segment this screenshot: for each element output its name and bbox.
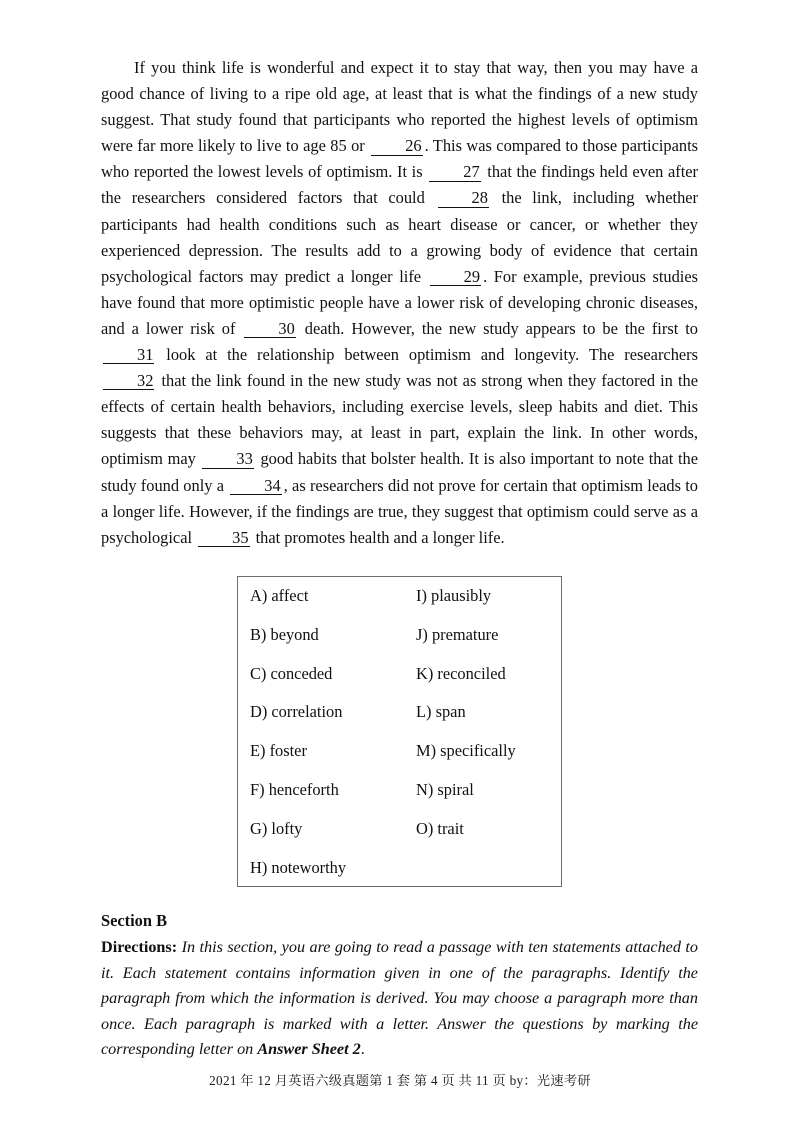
option-word-o: trait	[437, 818, 464, 838]
option-word-f: henceforth	[268, 779, 339, 799]
word-bank-right-column	[416, 588, 516, 860]
option-letter-o: O)	[416, 818, 434, 838]
section-b-container	[101, 908, 698, 1063]
word-bank-option-j[interactable]	[416, 624, 516, 666]
option-letter-e: E)	[250, 741, 266, 761]
passage-text-9: good habits that bolster health. It is also important to note that the study found only a	[101, 449, 698, 495]
blank-31[interactable]: 31	[103, 346, 154, 364]
option-letter-n: N)	[416, 779, 434, 799]
word-bank-option-g[interactable]	[250, 818, 346, 860]
blank-28[interactable]: 28	[438, 189, 489, 207]
blank-34[interactable]: 34	[230, 477, 281, 495]
option-letter-j: J)	[416, 624, 428, 644]
option-word-n: spiral	[437, 779, 474, 799]
word-bank-option-i[interactable]	[416, 588, 516, 627]
passage-text-4: the link, including whether participants had health conditions such as heart disease or cancer, or whether they experienced depression. The results add to a growing body of evidence that certain psychological factors may predict a longer life	[101, 188, 698, 286]
option-letter-b: B)	[250, 624, 267, 644]
directions-end-period: .	[360, 1040, 365, 1059]
option-letter-m: M)	[416, 741, 437, 761]
option-letter-l: L)	[416, 702, 432, 722]
directions-label: Directions:	[101, 938, 178, 956]
word-bank-option-o[interactable]	[416, 818, 516, 860]
option-word-b: beyond	[270, 624, 319, 644]
blank-35[interactable]: 35	[198, 529, 249, 547]
option-word-k: reconciled	[437, 663, 506, 683]
word-bank-option-h[interactable]	[250, 857, 347, 899]
word-bank-option-m[interactable]	[416, 743, 516, 782]
option-word-j: premature	[431, 624, 499, 644]
blank-33[interactable]: 33	[202, 450, 253, 468]
word-bank-box	[237, 576, 562, 887]
page-footer: 2021 年 12 月英语六级真题第 1 套 第 4 页 共 11 页 by：光速考研	[209, 1073, 591, 1088]
word-bank-left-column	[250, 588, 346, 898]
word-bank-option-f[interactable]	[250, 779, 346, 821]
option-word-e: foster	[269, 741, 307, 761]
passage-text-3: that the findings held even after the researchers considered factors that could	[101, 162, 698, 208]
word-bank-option-l[interactable]	[416, 704, 516, 743]
option-word-c: conceded	[270, 663, 333, 683]
option-letter-g: G)	[250, 818, 268, 838]
word-bank-option-d[interactable]	[250, 704, 346, 743]
passage-text-5: . For example, previous studies have found that more optimistic people have a lower risk of developing chronic diseases, and a lower risk of	[101, 266, 698, 338]
section-b-title: Section B	[101, 911, 168, 930]
option-letter-a: A)	[250, 586, 268, 605]
blank-30[interactable]: 30	[244, 320, 295, 338]
option-word-d: correlation	[271, 702, 343, 722]
word-bank-option-e[interactable]	[250, 743, 346, 782]
option-letter-c: C)	[250, 663, 267, 683]
option-word-m: specifically	[440, 741, 516, 761]
word-bank-option-b[interactable]	[250, 624, 346, 666]
passage-text-6: death. However, the new study appears to be the first to	[297, 318, 698, 338]
option-letter-k: K)	[416, 663, 434, 683]
option-word-g: lofty	[271, 818, 303, 838]
blank-27[interactable]: 27	[429, 163, 480, 181]
word-bank-option-a[interactable]	[250, 588, 346, 627]
passage-text-11: that promotes health and a longer life.	[251, 527, 505, 547]
passage-container	[101, 55, 698, 551]
option-word-i: plausibly	[431, 586, 492, 605]
option-word-l: span	[435, 702, 466, 722]
passage-text-1: If you think life is wonderful and expect it to stay that way, then you may have a good chance of living to a ripe old age, at least that is what the findings of a new study suggest. That study found that participants who reported the highest levels of optimism were far more likely to live to age 85 or	[101, 58, 698, 156]
blank-26[interactable]: 26	[371, 137, 422, 155]
blank-29[interactable]: 29	[430, 268, 481, 286]
section-b-directions	[101, 935, 698, 1063]
answer-sheet-reference: Answer Sheet 2	[257, 1040, 361, 1059]
option-word-h: noteworthy	[271, 857, 347, 877]
cloze-passage	[101, 55, 698, 551]
word-bank-container	[237, 576, 562, 887]
option-letter-f: F)	[250, 779, 265, 799]
passage-text-10: , as researchers did not prove for certain that optimism leads to a longer life. However, if the findings are true, they suggest that optimism could serve as a psychological	[101, 475, 698, 547]
passage-text-7: look at the relationship between optimism and longevity. The researchers	[156, 345, 698, 365]
directions-body: In this section, you are going to read a passage with ten statements attached to it. Each statement contains information given in one of the paragraphs. Identify the paragraph from which the information is derived. You may choose a paragraph more than once. Each paragraph is marked with a letter. Answer the questions by marking the corresponding letter on	[101, 938, 698, 1059]
word-bank-option-c[interactable]	[250, 663, 346, 705]
word-bank-option-k[interactable]	[416, 663, 516, 705]
option-letter-h: H)	[250, 857, 268, 877]
blank-32[interactable]: 32	[103, 372, 154, 390]
option-letter-i: I)	[416, 586, 427, 605]
option-letter-d: D)	[250, 702, 268, 722]
passage-text-8: that the link found in the new study was not as strong when they factored in the effects of certain health behaviors, including exercise levels, sleep habits and diet. This suggests that these behaviors may, at least in part, explain the link. In other words, optimism may	[101, 371, 698, 469]
word-bank-option-n[interactable]	[416, 779, 516, 821]
option-word-a: affect	[271, 586, 309, 605]
passage-text-2: . This was compared to those participants who reported the lowest levels of optimism. It is	[101, 136, 698, 182]
